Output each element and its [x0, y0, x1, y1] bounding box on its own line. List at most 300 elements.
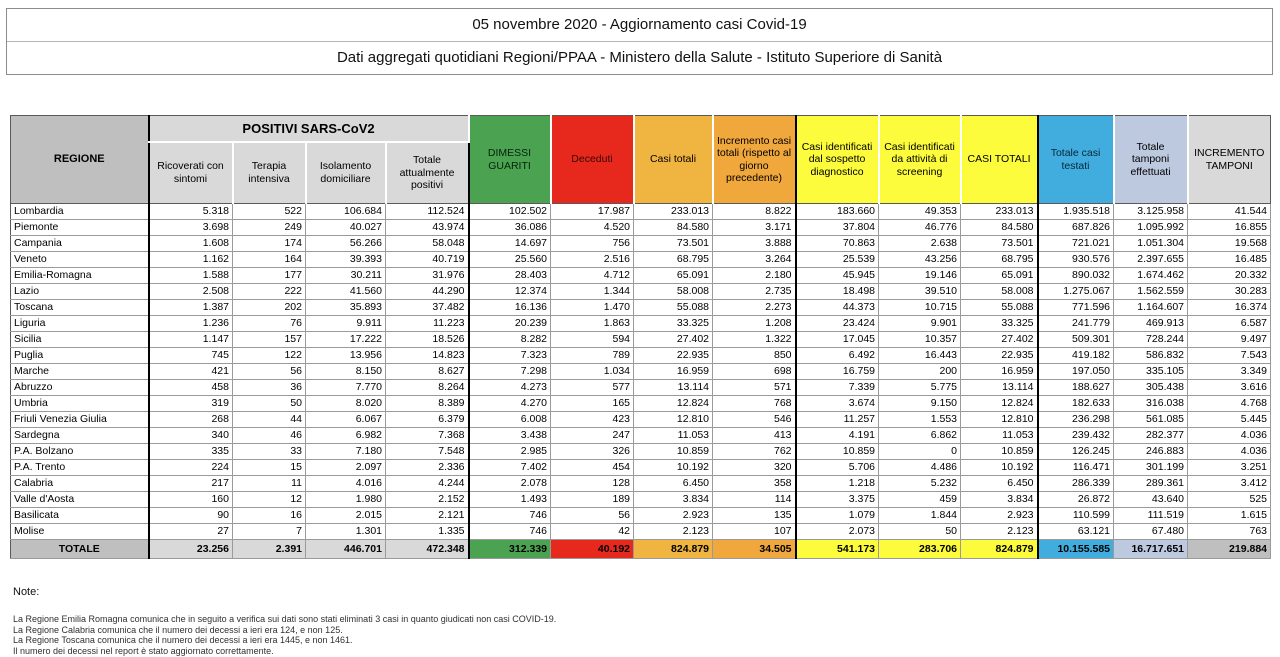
- data-cell: 233.013: [634, 204, 713, 220]
- data-cell: 1.562.559: [1114, 284, 1188, 300]
- data-cell: 6.862: [879, 428, 961, 444]
- data-cell: 763: [1188, 524, 1271, 540]
- data-cell: 301.199: [1114, 460, 1188, 476]
- data-cell: 10.859: [634, 444, 713, 460]
- data-cell: 16: [233, 508, 306, 524]
- region-name: Veneto: [11, 252, 149, 268]
- data-cell: 7.548: [386, 444, 469, 460]
- data-cell: 756: [551, 236, 634, 252]
- data-cell: 561.085: [1114, 412, 1188, 428]
- data-cell: 84.580: [634, 220, 713, 236]
- data-cell: 112.524: [386, 204, 469, 220]
- data-cell: 4.712: [551, 268, 634, 284]
- data-cell: 6.008: [469, 412, 551, 428]
- data-cell: 1.387: [149, 300, 233, 316]
- data-cell: 358: [713, 476, 796, 492]
- data-cell: 17.222: [306, 332, 386, 348]
- data-cell: 11: [233, 476, 306, 492]
- data-cell: 2.180: [713, 268, 796, 284]
- data-cell: 182.633: [1038, 396, 1114, 412]
- data-cell: 419.182: [1038, 348, 1114, 364]
- data-cell: 12.810: [634, 412, 713, 428]
- data-cell: 39.393: [306, 252, 386, 268]
- data-cell: 10.155.585: [1038, 540, 1114, 559]
- data-cell: 7.402: [469, 460, 551, 476]
- table-row: [11, 492, 1271, 508]
- data-cell: 217: [149, 476, 233, 492]
- data-cell: 2.073: [796, 524, 879, 540]
- data-cell: 30.283: [1188, 284, 1271, 300]
- data-cell: 16.485: [1188, 252, 1271, 268]
- data-cell: 128: [551, 476, 634, 492]
- col-header-casi-totali: Casi totali: [634, 116, 713, 204]
- report-title-box: [6, 8, 1273, 75]
- data-cell: 40.192: [551, 540, 634, 559]
- data-cell: 282.377: [1114, 428, 1188, 444]
- region-name: Toscana: [11, 300, 149, 316]
- data-cell: 4.768: [1188, 396, 1271, 412]
- data-cell: 319: [149, 396, 233, 412]
- data-cell: 8.150: [306, 364, 386, 380]
- data-cell: 2.391: [233, 540, 306, 559]
- region-name: Friuli Venezia Giulia: [11, 412, 149, 428]
- table-row: [11, 300, 1271, 316]
- data-cell: 1.935.518: [1038, 204, 1114, 220]
- data-cell: 17.045: [796, 332, 879, 348]
- data-cell: 850: [713, 348, 796, 364]
- data-cell: 7.368: [386, 428, 469, 444]
- table-header: [11, 116, 1271, 204]
- table-row: [11, 396, 1271, 412]
- data-cell: 63.121: [1038, 524, 1114, 540]
- data-cell: 469.913: [1114, 316, 1188, 332]
- col-header-dimessi-guariti: DIMESSI GUARITI: [469, 116, 551, 204]
- data-cell: 16.959: [634, 364, 713, 380]
- data-cell: 3.375: [796, 492, 879, 508]
- region-name: Piemonte: [11, 220, 149, 236]
- data-cell: 46: [233, 428, 306, 444]
- data-cell: 2.638: [879, 236, 961, 252]
- data-cell: 31.976: [386, 268, 469, 284]
- data-cell: 721.021: [1038, 236, 1114, 252]
- data-cell: 2.516: [551, 252, 634, 268]
- data-cell: 102.502: [469, 204, 551, 220]
- data-cell: 55.088: [961, 300, 1038, 316]
- data-cell: 12.824: [634, 396, 713, 412]
- data-cell: 3.264: [713, 252, 796, 268]
- data-cell: 320: [713, 460, 796, 476]
- data-cell: 687.826: [1038, 220, 1114, 236]
- data-cell: 13.114: [961, 380, 1038, 396]
- data-cell: 446.701: [306, 540, 386, 559]
- data-cell: 525: [1188, 492, 1271, 508]
- table-row: [11, 460, 1271, 476]
- data-cell: 586.832: [1114, 348, 1188, 364]
- data-cell: 18.526: [386, 332, 469, 348]
- data-cell: 27.402: [961, 332, 1038, 348]
- data-cell: 1.164.607: [1114, 300, 1188, 316]
- data-cell: 7: [233, 524, 306, 540]
- data-cell: 241.779: [1038, 316, 1114, 332]
- region-name: P.A. Bolzano: [11, 444, 149, 460]
- data-cell: 20.332: [1188, 268, 1271, 284]
- table-row: [11, 236, 1271, 252]
- data-cell: 9.911: [306, 316, 386, 332]
- data-cell: 1.844: [879, 508, 961, 524]
- data-cell: 6.450: [634, 476, 713, 492]
- data-cell: 4.270: [469, 396, 551, 412]
- data-cell: 3.674: [796, 396, 879, 412]
- data-cell: 1.615: [1188, 508, 1271, 524]
- data-cell: 3.616: [1188, 380, 1271, 396]
- data-cell: 16.136: [469, 300, 551, 316]
- data-cell: 289.361: [1114, 476, 1188, 492]
- data-cell: 224: [149, 460, 233, 476]
- region-name: Umbria: [11, 396, 149, 412]
- data-cell: 247: [551, 428, 634, 444]
- data-cell: 1.034: [551, 364, 634, 380]
- table-row: [11, 428, 1271, 444]
- data-cell: 46.776: [879, 220, 961, 236]
- data-cell: 14.823: [386, 348, 469, 364]
- data-cell: 9.497: [1188, 332, 1271, 348]
- data-cell: 5.445: [1188, 412, 1271, 428]
- data-cell: 824.879: [634, 540, 713, 559]
- region-name: Sardegna: [11, 428, 149, 444]
- data-cell: 594: [551, 332, 634, 348]
- data-cell: 43.640: [1114, 492, 1188, 508]
- data-cell: 16.443: [879, 348, 961, 364]
- col-header-incremento-casi: Incremento casi totali (rispetto al giorno precedente): [713, 116, 796, 204]
- note-line: La Regione Emilia Romagna comunica che in seguito a verifica sui dati sono stati eliminati 3 casi in quanto giudicati non casi COVID-19.: [13, 614, 557, 624]
- region-name: Liguria: [11, 316, 149, 332]
- data-cell: 1.493: [469, 492, 551, 508]
- data-cell: 5.232: [879, 476, 961, 492]
- data-cell: 5.706: [796, 460, 879, 476]
- data-cell: 10.192: [961, 460, 1038, 476]
- data-cell: 122: [233, 348, 306, 364]
- region-name: Emilia-Romagna: [11, 268, 149, 284]
- data-cell: 22.935: [961, 348, 1038, 364]
- data-cell: 239.432: [1038, 428, 1114, 444]
- data-cell: 1.863: [551, 316, 634, 332]
- data-cell: 11.053: [634, 428, 713, 444]
- data-cell: 41.560: [306, 284, 386, 300]
- data-cell: 2.152: [386, 492, 469, 508]
- data-cell: 37.804: [796, 220, 879, 236]
- data-cell: 219.884: [1188, 540, 1271, 559]
- col-header-incremento-tamponi: INCREMENTO TAMPONI: [1188, 116, 1271, 204]
- data-cell: 110.599: [1038, 508, 1114, 524]
- note-line: Il numero dei decessi nel report è stato aggiornato correttamente.: [13, 645, 274, 656]
- data-cell: 116.471: [1038, 460, 1114, 476]
- data-cell: 698: [713, 364, 796, 380]
- data-cell: 50: [233, 396, 306, 412]
- data-cell: 25.539: [796, 252, 879, 268]
- data-cell: 7.180: [306, 444, 386, 460]
- data-cell: 25.560: [469, 252, 551, 268]
- table-row: [11, 252, 1271, 268]
- data-cell: 768: [713, 396, 796, 412]
- data-cell: 73.501: [961, 236, 1038, 252]
- data-cell: 174: [233, 236, 306, 252]
- data-cell: 8.627: [386, 364, 469, 380]
- data-cell: 16.855: [1188, 220, 1271, 236]
- data-cell: 10.859: [961, 444, 1038, 460]
- data-cell: 7.323: [469, 348, 551, 364]
- data-cell: 4.486: [879, 460, 961, 476]
- col-header-regione: REGIONE: [11, 116, 149, 204]
- data-cell: 522: [233, 204, 306, 220]
- data-cell: 67.480: [1114, 524, 1188, 540]
- data-cell: 126.245: [1038, 444, 1114, 460]
- data-cell: 421: [149, 364, 233, 380]
- covid-data-table: [10, 115, 1271, 559]
- data-cell: 2.123: [961, 524, 1038, 540]
- note-line: La Regione Calabria comunica che il numero dei decessi a ieri era 124, e non 125.: [13, 624, 343, 635]
- data-cell: 2.015: [306, 508, 386, 524]
- data-cell: 43.974: [386, 220, 469, 236]
- data-cell: 9.150: [879, 396, 961, 412]
- col-header-casi-testati: Totale casi testati: [1038, 116, 1114, 204]
- data-cell: 114: [713, 492, 796, 508]
- data-cell: 1.051.304: [1114, 236, 1188, 252]
- data-cell: 160: [149, 492, 233, 508]
- data-cell: 58.048: [386, 236, 469, 252]
- data-cell: 200: [879, 364, 961, 380]
- data-cell: 16.959: [961, 364, 1038, 380]
- data-cell: 26.872: [1038, 492, 1114, 508]
- region-name: Campania: [11, 236, 149, 252]
- data-cell: 135: [713, 508, 796, 524]
- table-body: [11, 204, 1271, 559]
- data-cell: 2.923: [634, 508, 713, 524]
- data-cell: 90: [149, 508, 233, 524]
- data-cell: 13.114: [634, 380, 713, 396]
- data-cell: 4.520: [551, 220, 634, 236]
- data-cell: 4.244: [386, 476, 469, 492]
- data-cell: 12.824: [961, 396, 1038, 412]
- table-row: [11, 284, 1271, 300]
- data-cell: 413: [713, 428, 796, 444]
- data-cell: 2.508: [149, 284, 233, 300]
- data-cell: 4.273: [469, 380, 551, 396]
- data-cell: 7.298: [469, 364, 551, 380]
- data-cell: 44: [233, 412, 306, 428]
- data-cell: 15: [233, 460, 306, 476]
- data-cell: 1.218: [796, 476, 879, 492]
- data-cell: 246.883: [1114, 444, 1188, 460]
- data-cell: 27: [149, 524, 233, 540]
- data-cell: 8.389: [386, 396, 469, 412]
- data-cell: 7.339: [796, 380, 879, 396]
- data-cell: 6.450: [961, 476, 1038, 492]
- data-cell: 177: [233, 268, 306, 284]
- data-cell: 472.348: [386, 540, 469, 559]
- table-row: [11, 412, 1271, 428]
- data-cell: 3.834: [961, 492, 1038, 508]
- data-cell: 36: [233, 380, 306, 396]
- data-cell: 458: [149, 380, 233, 396]
- data-cell: 107: [713, 524, 796, 540]
- report-title-line2: Dati aggregati quotidiani Regioni/PPAA - Ministero della Salute - Istituto Superiore di Sanità: [336, 49, 943, 66]
- data-cell: 4.036: [1188, 444, 1271, 460]
- data-cell: 11.053: [961, 428, 1038, 444]
- data-cell: 40.719: [386, 252, 469, 268]
- data-cell: 1.301: [306, 524, 386, 540]
- data-cell: 1.322: [713, 332, 796, 348]
- data-cell: 2.985: [469, 444, 551, 460]
- data-cell: 18.498: [796, 284, 879, 300]
- col-header-screening: Casi identificati da attività di screening: [879, 116, 961, 204]
- data-cell: 728.244: [1114, 332, 1188, 348]
- region-name: Sicilia: [11, 332, 149, 348]
- data-cell: 746: [469, 524, 551, 540]
- data-cell: 106.684: [306, 204, 386, 220]
- data-cell: 41.544: [1188, 204, 1271, 220]
- data-cell: 771.596: [1038, 300, 1114, 316]
- data-cell: 316.038: [1114, 396, 1188, 412]
- data-cell: 2.078: [469, 476, 551, 492]
- data-cell: 233.013: [961, 204, 1038, 220]
- data-cell: 16.717.651: [1114, 540, 1188, 559]
- data-cell: 1.674.462: [1114, 268, 1188, 284]
- data-cell: 6.379: [386, 412, 469, 428]
- data-cell: 9.901: [879, 316, 961, 332]
- data-cell: 509.301: [1038, 332, 1114, 348]
- data-cell: 1.608: [149, 236, 233, 252]
- data-cell: 3.888: [713, 236, 796, 252]
- data-cell: 1.344: [551, 284, 634, 300]
- data-cell: 165: [551, 396, 634, 412]
- data-cell: 37.482: [386, 300, 469, 316]
- data-cell: 3.251: [1188, 460, 1271, 476]
- report-title-line1: 05 novembre 2020 - Aggiornamento casi Covid-19: [7, 9, 1272, 42]
- data-cell: 17.987: [551, 204, 634, 220]
- data-cell: 312.339: [469, 540, 551, 559]
- data-cell: 6.492: [796, 348, 879, 364]
- data-cell: 12.374: [469, 284, 551, 300]
- data-cell: 6.982: [306, 428, 386, 444]
- data-cell: 56: [551, 508, 634, 524]
- data-cell: 13.956: [306, 348, 386, 364]
- data-cell: 1.470: [551, 300, 634, 316]
- data-cell: 36.086: [469, 220, 551, 236]
- data-cell: 249: [233, 220, 306, 236]
- data-cell: 746: [469, 508, 551, 524]
- data-cell: 541.173: [796, 540, 879, 559]
- total-label: TOTALE: [11, 540, 149, 559]
- col-header-ricoverati: Ricoverati con sintomi: [149, 142, 233, 204]
- data-cell: 30.211: [306, 268, 386, 284]
- data-cell: 33: [233, 444, 306, 460]
- data-cell: 8.282: [469, 332, 551, 348]
- data-cell: 930.576: [1038, 252, 1114, 268]
- col-header-casi-totali-2: CASI TOTALI: [961, 116, 1038, 204]
- data-cell: 55.088: [634, 300, 713, 316]
- data-cell: 16.759: [796, 364, 879, 380]
- data-cell: 40.027: [306, 220, 386, 236]
- region-name: Lombardia: [11, 204, 149, 220]
- data-cell: 459: [879, 492, 961, 508]
- region-name: Puglia: [11, 348, 149, 364]
- data-cell: 73.501: [634, 236, 713, 252]
- data-cell: 56: [233, 364, 306, 380]
- region-name: Molise: [11, 524, 149, 540]
- data-cell: 202: [233, 300, 306, 316]
- data-cell: 16.374: [1188, 300, 1271, 316]
- data-cell: 10.357: [879, 332, 961, 348]
- notes-section: [13, 586, 556, 656]
- data-cell: 22.935: [634, 348, 713, 364]
- data-cell: 33.325: [634, 316, 713, 332]
- data-cell: 5.775: [879, 380, 961, 396]
- data-cell: 2.273: [713, 300, 796, 316]
- data-cell: 43.256: [879, 252, 961, 268]
- data-cell: 19.568: [1188, 236, 1271, 252]
- data-cell: 1.980: [306, 492, 386, 508]
- data-cell: 14.697: [469, 236, 551, 252]
- data-cell: 340: [149, 428, 233, 444]
- data-cell: 286.339: [1038, 476, 1114, 492]
- region-name: P.A. Trento: [11, 460, 149, 476]
- data-cell: 3.349: [1188, 364, 1271, 380]
- data-cell: 23.256: [149, 540, 233, 559]
- data-cell: 10.715: [879, 300, 961, 316]
- data-cell: 3.412: [1188, 476, 1271, 492]
- data-cell: 12: [233, 492, 306, 508]
- data-cell: 4.016: [306, 476, 386, 492]
- data-cell: 745: [149, 348, 233, 364]
- data-cell: 11.223: [386, 316, 469, 332]
- data-cell: 454: [551, 460, 634, 476]
- data-cell: 65.091: [634, 268, 713, 284]
- data-cell: 2.735: [713, 284, 796, 300]
- data-cell: 197.050: [1038, 364, 1114, 380]
- note-line: La Regione Toscana comunica che il numero dei decessi a ieri era 1445, e non 1461.: [13, 635, 353, 645]
- data-cell: 183.660: [796, 204, 879, 220]
- data-cell: 3.834: [634, 492, 713, 508]
- data-cell: 12.810: [961, 412, 1038, 428]
- data-cell: 335.105: [1114, 364, 1188, 380]
- data-cell: 1.095.992: [1114, 220, 1188, 236]
- data-cell: 268: [149, 412, 233, 428]
- data-cell: 20.239: [469, 316, 551, 332]
- data-cell: 6.587: [1188, 316, 1271, 332]
- data-cell: 11.257: [796, 412, 879, 428]
- data-cell: 23.424: [796, 316, 879, 332]
- data-cell: 824.879: [961, 540, 1038, 559]
- data-cell: 1.079: [796, 508, 879, 524]
- data-cell: 2.121: [386, 508, 469, 524]
- data-cell: 1.335: [386, 524, 469, 540]
- data-cell: 65.091: [961, 268, 1038, 284]
- data-cell: 2.097: [306, 460, 386, 476]
- data-cell: 8.020: [306, 396, 386, 412]
- region-name: Marche: [11, 364, 149, 380]
- data-cell: 1.236: [149, 316, 233, 332]
- data-cell: 111.519: [1114, 508, 1188, 524]
- region-name: Lazio: [11, 284, 149, 300]
- col-header-terapia-intensiva: Terapia intensiva: [233, 142, 306, 204]
- data-cell: 2.923: [961, 508, 1038, 524]
- col-header-sospetto-diagnostico: Casi identificati dal sospetto diagnostico: [796, 116, 879, 204]
- data-cell: 5.318: [149, 204, 233, 220]
- table-row: [11, 476, 1271, 492]
- data-cell: 6.067: [306, 412, 386, 428]
- data-cell: 326: [551, 444, 634, 460]
- data-cell: 33.325: [961, 316, 1038, 332]
